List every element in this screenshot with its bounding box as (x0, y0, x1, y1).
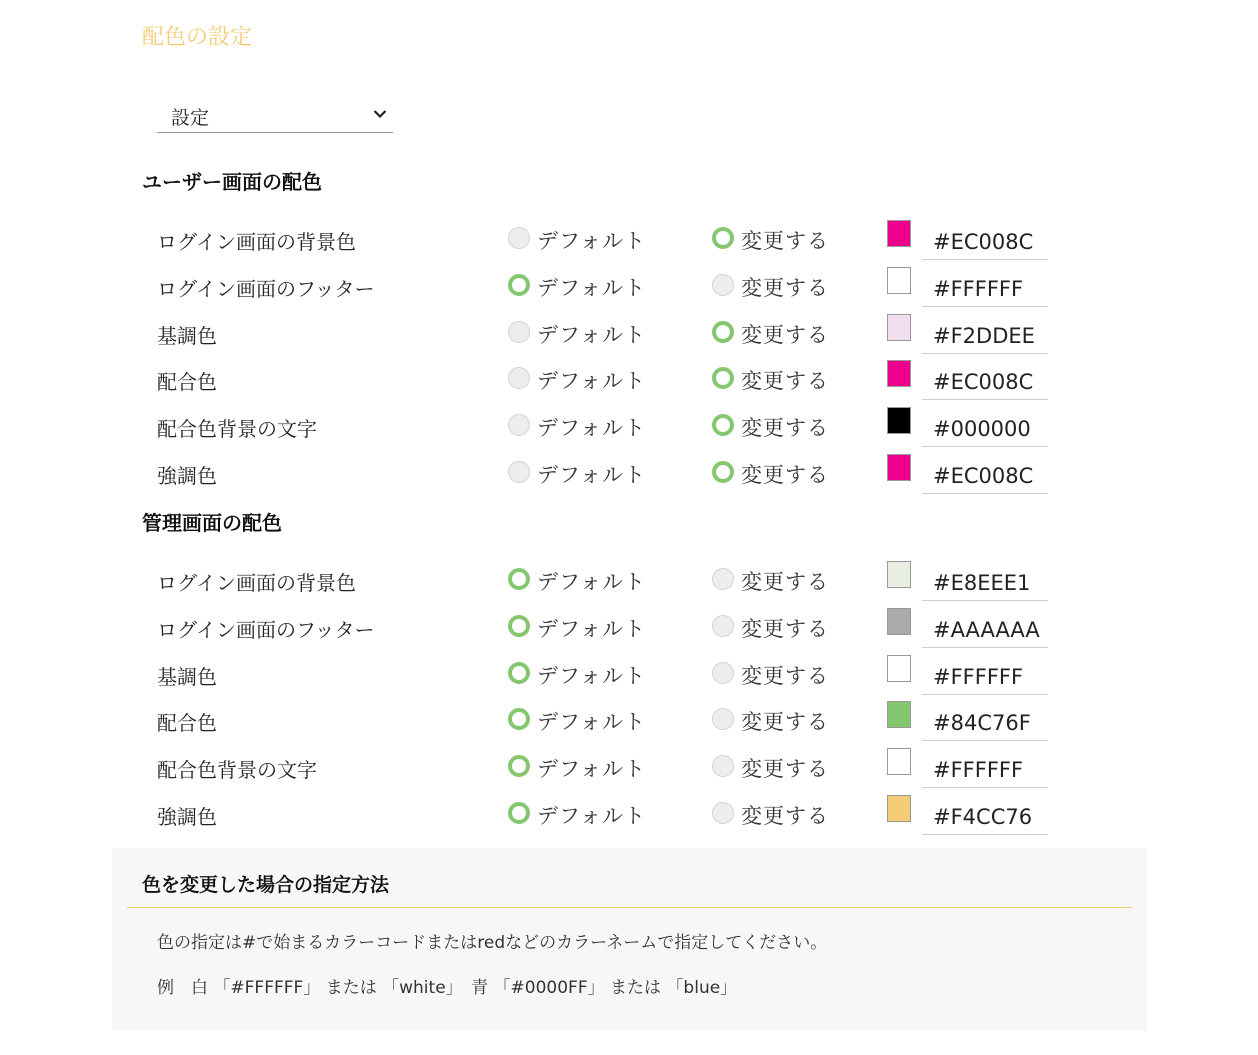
change-radio-label: 変更する (741, 229, 829, 253)
radio-unchecked-icon[interactable] (712, 274, 734, 296)
change-radio-label: 変更する (741, 710, 829, 734)
radio-checked-icon[interactable] (712, 414, 734, 436)
default-radio-label: デフォルト (537, 617, 646, 641)
radio-checked-icon[interactable] (508, 568, 530, 590)
help-text-example: 例 白 「#FFFFFF」 または 「white」 青 「#0000FF」 または 「blue」 (157, 978, 738, 998)
default-radio-label: デフォルト (537, 570, 646, 594)
row-label: 配合色背景の文字 (157, 417, 317, 441)
radio-checked-icon[interactable] (508, 615, 530, 637)
row-label: 基調色 (157, 665, 217, 689)
row-label: 強調色 (157, 464, 217, 488)
page-title: 配色の設定 (142, 25, 253, 50)
color-setting-row (0, 308, 1258, 355)
color-swatch[interactable] (887, 748, 911, 775)
color-setting-row (0, 742, 1258, 789)
row-label: ログイン画面のフッター (157, 618, 375, 642)
color-code-input[interactable] (922, 261, 1048, 307)
chevron-down-icon (373, 109, 387, 119)
color-code-input[interactable] (922, 602, 1048, 648)
color-code-input[interactable] (922, 401, 1048, 447)
radio-checked-icon[interactable] (508, 274, 530, 296)
radio-unchecked-icon[interactable] (712, 802, 734, 824)
color-swatch[interactable] (887, 655, 911, 682)
change-radio-label: 変更する (741, 664, 829, 688)
row-label: ログイン画面の背景色 (157, 571, 356, 595)
default-radio-label: デフォルト (537, 323, 646, 347)
change-radio-label: 変更する (741, 570, 829, 594)
color-code-input[interactable] (922, 789, 1048, 835)
radio-unchecked-icon[interactable] (712, 708, 734, 730)
help-divider (127, 907, 1132, 908)
color-code-input[interactable] (922, 308, 1048, 354)
radio-checked-icon[interactable] (508, 755, 530, 777)
row-label: 配合色背景の文字 (157, 758, 317, 782)
help-box (112, 848, 1147, 1031)
default-radio-label: デフォルト (537, 804, 646, 828)
admin-section-heading: 管理画面の配色 (142, 511, 282, 535)
color-setting-row (0, 354, 1258, 401)
color-code-input[interactable] (922, 354, 1048, 400)
radio-checked-icon[interactable] (712, 227, 734, 249)
row-label: 基調色 (157, 324, 217, 348)
default-radio-label: デフォルト (537, 229, 646, 253)
change-radio-label: 変更する (741, 804, 829, 828)
color-setting-row (0, 448, 1258, 495)
default-radio-label: デフォルト (537, 664, 646, 688)
settings-select[interactable] (157, 96, 393, 133)
color-swatch[interactable] (887, 454, 911, 481)
color-setting-row (0, 695, 1258, 742)
default-radio-label: デフォルト (537, 416, 646, 440)
radio-checked-icon[interactable] (712, 461, 734, 483)
default-radio-label: デフォルト (537, 710, 646, 734)
change-radio-label: 変更する (741, 463, 829, 487)
row-label: 配合色 (157, 711, 217, 735)
radio-unchecked-icon[interactable] (508, 321, 530, 343)
color-swatch[interactable] (887, 220, 911, 247)
color-setting-row (0, 214, 1258, 261)
radio-unchecked-icon[interactable] (508, 367, 530, 389)
row-label: ログイン画面のフッター (157, 277, 375, 301)
color-swatch[interactable] (887, 608, 911, 635)
color-swatch[interactable] (887, 314, 911, 341)
color-setting-row (0, 602, 1258, 649)
change-radio-label: 変更する (741, 416, 829, 440)
color-swatch[interactable] (887, 701, 911, 728)
row-label: 配合色 (157, 370, 217, 394)
color-swatch[interactable] (887, 407, 911, 434)
radio-unchecked-icon[interactable] (712, 615, 734, 637)
color-code-input[interactable] (922, 742, 1048, 788)
default-radio-label: デフォルト (537, 463, 646, 487)
radio-checked-icon[interactable] (508, 662, 530, 684)
color-code-input[interactable] (922, 448, 1048, 494)
radio-checked-icon[interactable] (508, 708, 530, 730)
radio-checked-icon[interactable] (712, 367, 734, 389)
change-radio-label: 変更する (741, 276, 829, 300)
change-radio-label: 変更する (741, 617, 829, 641)
color-setting-row (0, 555, 1258, 602)
radio-checked-icon[interactable] (508, 802, 530, 824)
change-radio-label: 変更する (741, 757, 829, 781)
row-label: ログイン画面の背景色 (157, 230, 356, 254)
color-swatch[interactable] (887, 561, 911, 588)
color-setting-row (0, 261, 1258, 308)
radio-unchecked-icon[interactable] (508, 461, 530, 483)
radio-unchecked-icon[interactable] (712, 568, 734, 590)
radio-unchecked-icon[interactable] (712, 755, 734, 777)
help-text-line1: 色の指定は#で始まるカラーコードまたはredなどのカラーネームで指定してください。 (157, 933, 828, 953)
change-radio-label: 変更する (741, 369, 829, 393)
settings-select-value: 設定 (171, 107, 210, 129)
user-section-heading: ユーザー画面の配色 (142, 170, 322, 194)
default-radio-label: デフォルト (537, 276, 646, 300)
change-radio-label: 変更する (741, 323, 829, 347)
radio-unchecked-icon[interactable] (712, 662, 734, 684)
color-code-input[interactable] (922, 695, 1048, 741)
color-setting-row (0, 649, 1258, 696)
color-code-input[interactable] (922, 555, 1048, 601)
help-title: 色を変更した場合の指定方法 (142, 874, 390, 896)
color-swatch[interactable] (887, 267, 911, 294)
color-setting-row (0, 401, 1258, 448)
radio-unchecked-icon[interactable] (508, 414, 530, 436)
row-label: 強調色 (157, 805, 217, 829)
color-code-input[interactable] (922, 214, 1048, 260)
color-code-input[interactable] (922, 649, 1048, 695)
color-swatch[interactable] (887, 360, 911, 387)
color-setting-row (0, 789, 1258, 836)
default-radio-label: デフォルト (537, 369, 646, 393)
radio-checked-icon[interactable] (712, 321, 734, 343)
radio-unchecked-icon[interactable] (508, 227, 530, 249)
color-swatch[interactable] (887, 795, 911, 822)
default-radio-label: デフォルト (537, 757, 646, 781)
